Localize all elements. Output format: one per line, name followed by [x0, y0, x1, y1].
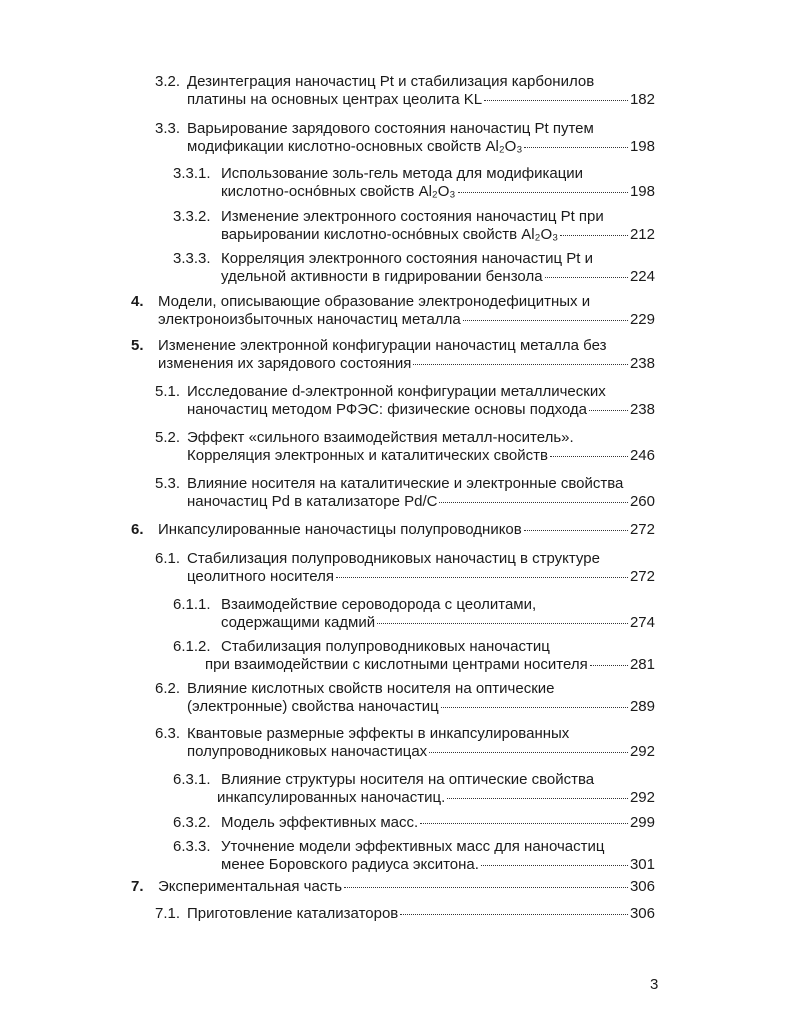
toc-entry: [155, 383, 655, 419]
toc-title-line: Уточнение модели эффективных масс для наночастиц: [221, 838, 605, 855]
dot-leader: [429, 752, 628, 753]
toc-page-number: 198: [629, 138, 655, 155]
toc-title-line: платины на основных центрах цеолита KL: [187, 91, 483, 108]
dot-leader: [344, 887, 628, 888]
toc-page-number: 224: [629, 268, 655, 285]
toc-entry: [155, 905, 655, 923]
toc-title-line: содержащими кадмий: [221, 614, 376, 631]
toc-title-line: (электронные) свойства наночастиц: [187, 698, 439, 715]
toc-title-line: Варьирование зарядового состояния наночастиц Pt путем: [187, 120, 594, 137]
dot-leader: [420, 823, 628, 824]
toc-entry: [173, 250, 655, 286]
toc-title-line: наночастиц методом РФЭС: физические основы подхода: [187, 401, 588, 418]
toc-title-line: Взаимодействие сероводорода с цеолитами,: [221, 596, 537, 613]
toc-title-line: полупроводниковых наночастицах: [187, 743, 428, 760]
toc-number: 5.3.: [155, 475, 181, 492]
dot-leader: [524, 530, 628, 531]
toc-number: 6.3.1.: [173, 771, 211, 788]
dot-leader: [545, 277, 628, 278]
toc-title-line: Использование золь-гель метода для модификации: [221, 165, 584, 182]
toc-page-number: 198: [629, 183, 655, 200]
toc-title-line: наночастиц Pd в катализаторе Pd/C: [187, 493, 438, 510]
toc-number: 6.1.1.: [173, 596, 211, 613]
toc-entry: [173, 838, 655, 874]
toc-entry: [131, 293, 655, 329]
toc-title-line: Приготовление катализаторов: [187, 905, 399, 922]
toc-entry: [173, 596, 655, 632]
toc-number: 4.: [131, 293, 144, 310]
toc-number: 3.3.2.: [173, 208, 211, 225]
toc-page-number: 272: [629, 521, 655, 538]
toc-number: 6.3.: [155, 725, 181, 742]
toc-title-line: Влияние носителя на каталитические и электронные свойства: [187, 475, 624, 492]
toc-entry: [131, 337, 655, 373]
toc-entry: [155, 550, 655, 586]
toc-title-line: Инкапсулированные наночастицы полупроводников: [158, 521, 522, 538]
toc-title-line: Влияние кислотных свойств носителя на оптические: [187, 680, 555, 697]
toc-number: 6.: [131, 521, 144, 538]
dot-leader: [484, 100, 628, 101]
toc-number: 5.: [131, 337, 144, 354]
toc-title-line: Изменение электронной конфигурации наночастиц металла без: [158, 337, 607, 354]
dot-leader: [439, 502, 628, 503]
toc-entry: [173, 165, 655, 201]
dot-leader: [481, 865, 628, 866]
toc-entry: [131, 878, 655, 896]
toc-entry: [131, 521, 655, 539]
toc-title-line: модификации кислотно-основных свойств Al₂O₃: [187, 138, 523, 155]
toc-title-line: Влияние структуры носителя на оптические свойства: [221, 771, 595, 788]
toc-title-line: Квантовые размерные эффекты в инкапсулированных: [187, 725, 570, 742]
toc-number: 3.3.: [155, 120, 181, 137]
dot-leader: [400, 914, 628, 915]
toc-title-line: удельной активности в гидрировании бензола: [221, 268, 543, 285]
toc-entry: [173, 208, 655, 244]
toc-number: 3.3.3.: [173, 250, 211, 267]
toc-title-line: Исследование d-электронной конфигурации металлических: [187, 383, 606, 400]
toc-number: 7.: [131, 878, 144, 895]
toc-number: 3.2.: [155, 73, 181, 90]
toc-number: 6.1.2.: [173, 638, 211, 655]
dot-leader: [413, 364, 628, 365]
dot-leader: [463, 320, 628, 321]
toc-title-line: менее Боровского радиуса экситона.: [221, 856, 479, 873]
toc-entry: [155, 475, 655, 511]
toc-entry: [155, 429, 655, 465]
toc-number: 3.3.1.: [173, 165, 211, 182]
toc-title-line: электроноизбыточных наночастиц металла: [158, 311, 461, 328]
toc-page-number: 182: [629, 91, 655, 108]
dot-leader: [589, 410, 628, 411]
toc-number: 6.1.: [155, 550, 181, 567]
toc-entry: [173, 814, 655, 832]
toc-title-line: Экспериментальная часть: [158, 878, 343, 895]
toc-number: 6.2.: [155, 680, 181, 697]
toc-entry: [155, 73, 655, 109]
toc-entry: [173, 638, 655, 674]
toc-title-line: Изменение электронного состояния наночастиц Pt при: [221, 208, 604, 225]
toc-title-line: Стабилизация полупроводниковых наночастиц: [221, 638, 550, 655]
toc-number: 6.3.2.: [173, 814, 211, 831]
toc-title-line: кислотно-оснóвных свойств Al₂O₃: [221, 183, 456, 200]
toc-page-number: 238: [629, 401, 655, 418]
toc-page-number: 289: [629, 698, 655, 715]
toc-number: 5.2.: [155, 429, 181, 446]
toc-title-line: Модель эффективных масс.: [221, 814, 419, 831]
dot-leader: [550, 456, 628, 457]
toc-entry: [155, 120, 655, 156]
toc-page-number: 292: [629, 743, 655, 760]
toc-page-number: 299: [629, 814, 655, 831]
toc-title-line: Модели, описывающие образование электронодефицитных и: [158, 293, 591, 310]
toc-title-line: Корреляция электронных и каталитических свойств: [187, 447, 548, 464]
dot-leader: [441, 707, 628, 708]
toc-page-number: 301: [629, 856, 655, 873]
toc-page-number: 229: [629, 311, 655, 328]
toc-page-number: 281: [629, 656, 655, 673]
toc-page-number: 306: [629, 905, 655, 922]
toc-title-line: при взаимодействии с кислотными центрами носителя: [205, 656, 588, 673]
dot-leader: [524, 147, 628, 148]
toc-entry: [155, 725, 655, 761]
toc-entry: [173, 771, 655, 807]
toc-title-line: цеолитного носителя: [187, 568, 334, 585]
toc-title-line: Эффект «сильного взаимодействия металл-носитель».: [187, 429, 574, 446]
toc-number: 5.1.: [155, 383, 181, 400]
toc-page-number: 306: [629, 878, 655, 895]
page-number: 3: [650, 976, 659, 993]
toc-title-line: варьировании кислотно-оснóвных свойств Al₂O₃: [221, 226, 559, 243]
toc-number: 6.3.3.: [173, 838, 211, 855]
dot-leader: [590, 665, 628, 666]
toc-number: 7.1.: [155, 905, 181, 922]
dot-leader: [458, 192, 628, 193]
dot-leader: [377, 623, 628, 624]
toc-page-number: 246: [629, 447, 655, 464]
toc-title-line: Корреляция электронного состояния наночастиц Pt и: [221, 250, 593, 267]
toc-page-number: 260: [629, 493, 655, 510]
dot-leader: [447, 798, 628, 799]
toc-page-number: 274: [629, 614, 655, 631]
toc-entry: [155, 680, 655, 716]
dot-leader: [560, 235, 628, 236]
toc-title-line: инкапсулированных наночастиц.: [217, 789, 446, 806]
toc-page-number: 272: [629, 568, 655, 585]
toc-page-number: 212: [629, 226, 655, 243]
toc-page-number: 238: [629, 355, 655, 372]
toc-title-line: Стабилизация полупроводниковых наночастиц в структуре: [187, 550, 600, 567]
dot-leader: [336, 577, 628, 578]
toc-title-line: изменения их зарядового состояния: [158, 355, 412, 372]
toc-page-number: 292: [629, 789, 655, 806]
toc-title-line: Дезинтеграция наночастиц Pt и стабилизация карбонилов: [187, 73, 595, 90]
